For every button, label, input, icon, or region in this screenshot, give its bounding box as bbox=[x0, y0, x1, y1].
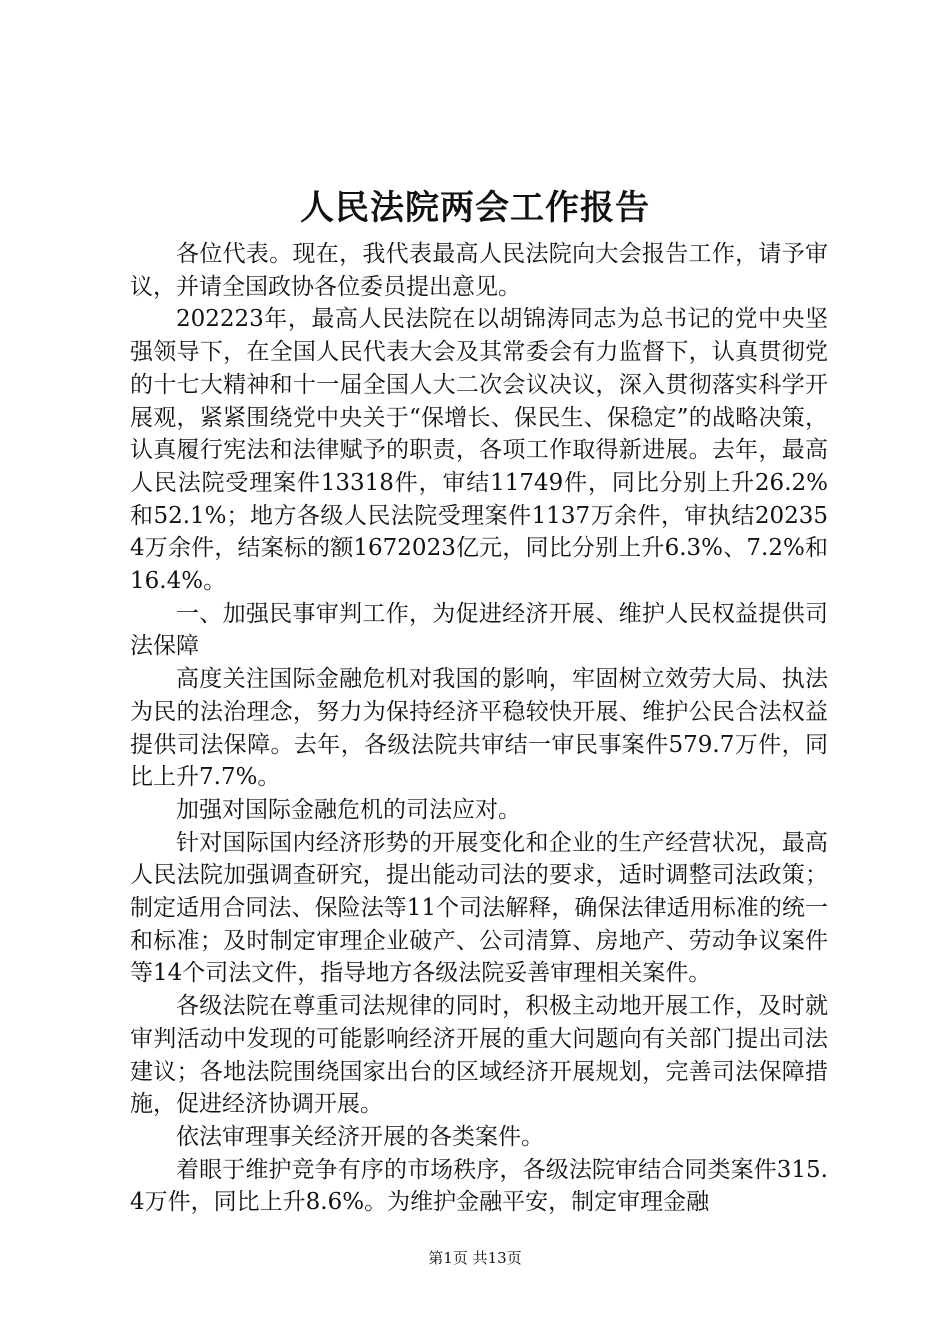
paragraph-judicial-suggestions: 各级法院在尊重司法规律的同时，积极主动地开展工作，及时就审判活动中发现的可能影响经济开展的重大问题向有关部门提出司法建议；各地法院围绕国家出台的区域经济开展规划，完善司法保障措施，促进经济协调开展。 bbox=[130, 993, 828, 1118]
paragraph-judicial-policy: 针对国际国内经济形势的开展变化和企业的生产经营状况，最高人民法院加强调查研究，提出能动司法的要求，适时调整司法政策；制定适用合同法、保险法等11个司法解释，确保法律适用标准的统一和标准；及时制定审理企业破产、公司清算、房地产、劳动争议案件等14个司法文件，指导地方各级法院妥善审理相关案件。 bbox=[130, 829, 828, 987]
subheading-financial-crisis: 加强对国际金融危机的司法应对。 bbox=[176, 796, 521, 823]
document-title: 人民法院两会工作报告 bbox=[300, 188, 650, 228]
subheading-economic-cases: 依法审理事关经济开展的各类案件。 bbox=[176, 1123, 544, 1150]
paragraph-summary: 202223年，最高人民法院在以胡锦涛同志为总书记的党中央坚强领导下，在全国人民代表大会及其常委会有力监督下，认真贯彻党的十七大精神和十一届全国人大二次会议决议，深入贯彻落实科学开展观，紧紧围绕党中央关于“保增长、保民生、保稳定”的战略决策，认真履行宪法和法律赋予的职责，各项工作取得新进展。去年，最高人民法院受理案件13318件，审结11749件，同比分别上升26.2%和52.1%；地方各级人民法院受理案件1137万余件，审执结202354万余件，结案标的额1672023亿元，同比分别上升6.3%、7.2%和16.4%。 bbox=[130, 306, 828, 595]
paragraph-civil-trial: 高度关注国际金融危机对我国的影响，牢固树立效劳大局、执法为民的法治理念，努力为保持经济平稳较快开展、维护公民合法权益提供司法保障。去年，各级法院共审结一审民事案件579.7万件，同比上升7.7%。 bbox=[130, 666, 828, 791]
paragraph-opening: 各位代表。现在，我代表最高人民法院向大会报告工作，请予审议，并请全国政协各位委员提出意见。 bbox=[130, 241, 828, 300]
paragraph-contract-cases: 着眼于维护竞争有序的市场秩序，各级法院审结合同类案件315.4万件，同比上升8.6%。为维护金融平安，制定审理金融 bbox=[130, 1156, 828, 1216]
section-heading-civil-trial: 一、加强民事审判工作，为促进经济开展、维护人民权益提供司法保障 bbox=[130, 600, 828, 660]
page-indicator: 第1页 共13页 bbox=[428, 1249, 522, 1267]
document-body bbox=[130, 238, 828, 1219]
